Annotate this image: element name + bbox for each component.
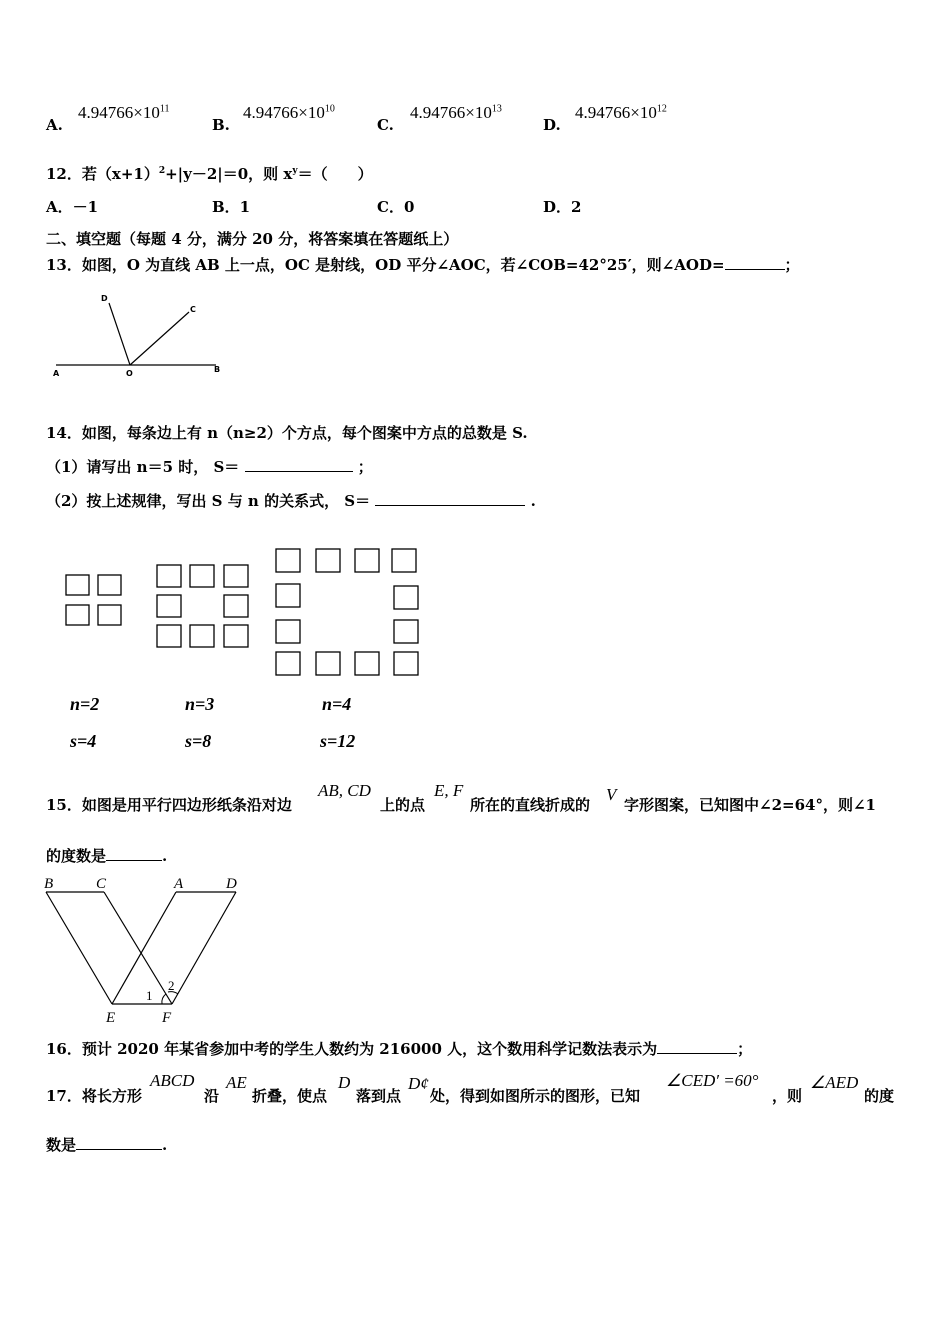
q12-option-d: D．2 [543,198,582,216]
q17-math-angle-aed: ∠AED [810,1073,859,1092]
q14-part1-blank [245,457,353,472]
q17-text-e: 处，得到如图所示的图形，已知 [430,1087,641,1105]
q11-option-b-value: $4.94766\times 10^{10}$ [243,103,335,122]
fig3-s-label: s=12 [320,731,356,751]
q17-math-ae: AE [226,1073,247,1092]
fig1-n-label: n=2 [70,694,100,714]
q14-part2: （2）按上述规律，写出 S 与 n 的关系式， S＝ . [46,492,536,510]
q11-option-d-letter: D. [543,116,561,134]
label-a: A [53,369,60,378]
q15-text-d: 字形图案，已知图中∠2=64°，则∠1 [624,796,876,814]
q14-figures [60,540,430,680]
edge-ae [112,892,176,1004]
ray-od [109,303,130,365]
pattern-n4 [276,549,418,675]
fig2-n-label: n=3 [185,694,215,714]
q15-math-v: V [606,785,617,804]
q11-option-c-value: $4.94766\times 10^{13}$ [410,103,502,122]
label-o: O [126,369,133,378]
label-f: F [162,1010,172,1026]
q11-option-b-letter: B. [212,116,230,134]
q12-question: 12．若$(x+1)^2+|y-2|=0$，则 $x^y=$（ ） [46,165,373,183]
q17-text-b: 沿 [204,1087,220,1105]
fig1-s-label: s=4 [70,731,97,751]
section-2-title: 二、填空题（每题 4 分，满分 20 分，将答案填在答题纸上） [46,230,459,248]
q14-question: 14．如图，每条边上有 n（n≥2）个方点，每个图案中方点的总数是 S. [46,424,528,442]
edge-df [172,892,236,1004]
q14-part2-blank [375,491,525,506]
q13-answer-blank [725,255,785,270]
label-b: B [44,876,54,892]
fig2-s-label: s=8 [185,731,212,751]
q13-question: 13．如图，O 为直线 AB 上一点，OC 是射线，OD 平分∠AOC，若∠COB=42°25′，则∠AOD= ； [46,256,800,274]
label-d: D [101,294,108,303]
q11-option-a-value: $4.94766\times 10^{11}$ [78,103,170,122]
q17-math-angle-ced: ∠CED′ =60° [666,1071,759,1090]
q15-text-b: 上的点 [380,796,426,814]
q12-option-c: C．0 [377,198,415,216]
q15-math-ab-cd: AB, CD [318,781,371,800]
label-c: C [190,305,196,314]
q17-answer-blank [76,1135,162,1150]
q11-option-a-letter: A. [46,116,63,134]
q17-text-d: 落到点 [356,1087,402,1105]
q13-figure [50,290,230,380]
q16-question: 16．预计 2020 年某省参加中考的学生人数约为 216000 人，这个数用科学记数法表示为 ； [46,1040,753,1058]
edge-cf [104,892,172,1004]
edge-be [46,892,112,1004]
q17-math-d-prime: D¢ [408,1074,429,1093]
q15-text-a: 15．如图是用平行四边形纸条沿对边 [46,796,292,814]
label-b: B [214,365,221,374]
label-angle-1: 1 [146,988,153,1003]
angle-1-arc [162,994,166,1004]
q15-math-e-f: E, F [434,781,464,800]
q17-math-d: D [338,1073,351,1092]
q15-text-c: 所在的直线折成的 [470,796,591,814]
q17-text-g: 的度 [864,1087,895,1105]
q17-text-c: 折叠，使点 [252,1087,328,1105]
label-e: E [106,1010,116,1026]
ray-oc [130,312,189,365]
pattern-n2 [66,575,121,625]
q16-answer-blank [657,1039,737,1054]
q15-line2: 的度数是 . [46,847,168,865]
q12-option-b: B．1 [212,198,251,216]
q17-line2: 数是 . [46,1136,168,1154]
q17-text-f: ，则 [772,1087,803,1105]
q17-text-a: 17．将长方形 [46,1087,142,1105]
q11-option-d-value: $4.94766\times 10^{12}$ [575,103,667,122]
fig3-n-label: n=4 [322,694,352,714]
label-c: C [96,876,107,892]
label-a: A [174,876,184,892]
q15-answer-blank [106,846,162,861]
q14-part1: （1）请写出 n＝5 时， S＝ ； [46,458,373,476]
label-d: D [226,876,237,892]
q17-math-abcd: ABCD [150,1071,195,1090]
q15-figure [40,872,250,1027]
pattern-n3 [157,565,248,647]
q11-option-c-letter: C. [377,116,394,134]
label-angle-2: 2 [168,978,175,993]
q12-option-a: A．－1 [46,198,99,216]
